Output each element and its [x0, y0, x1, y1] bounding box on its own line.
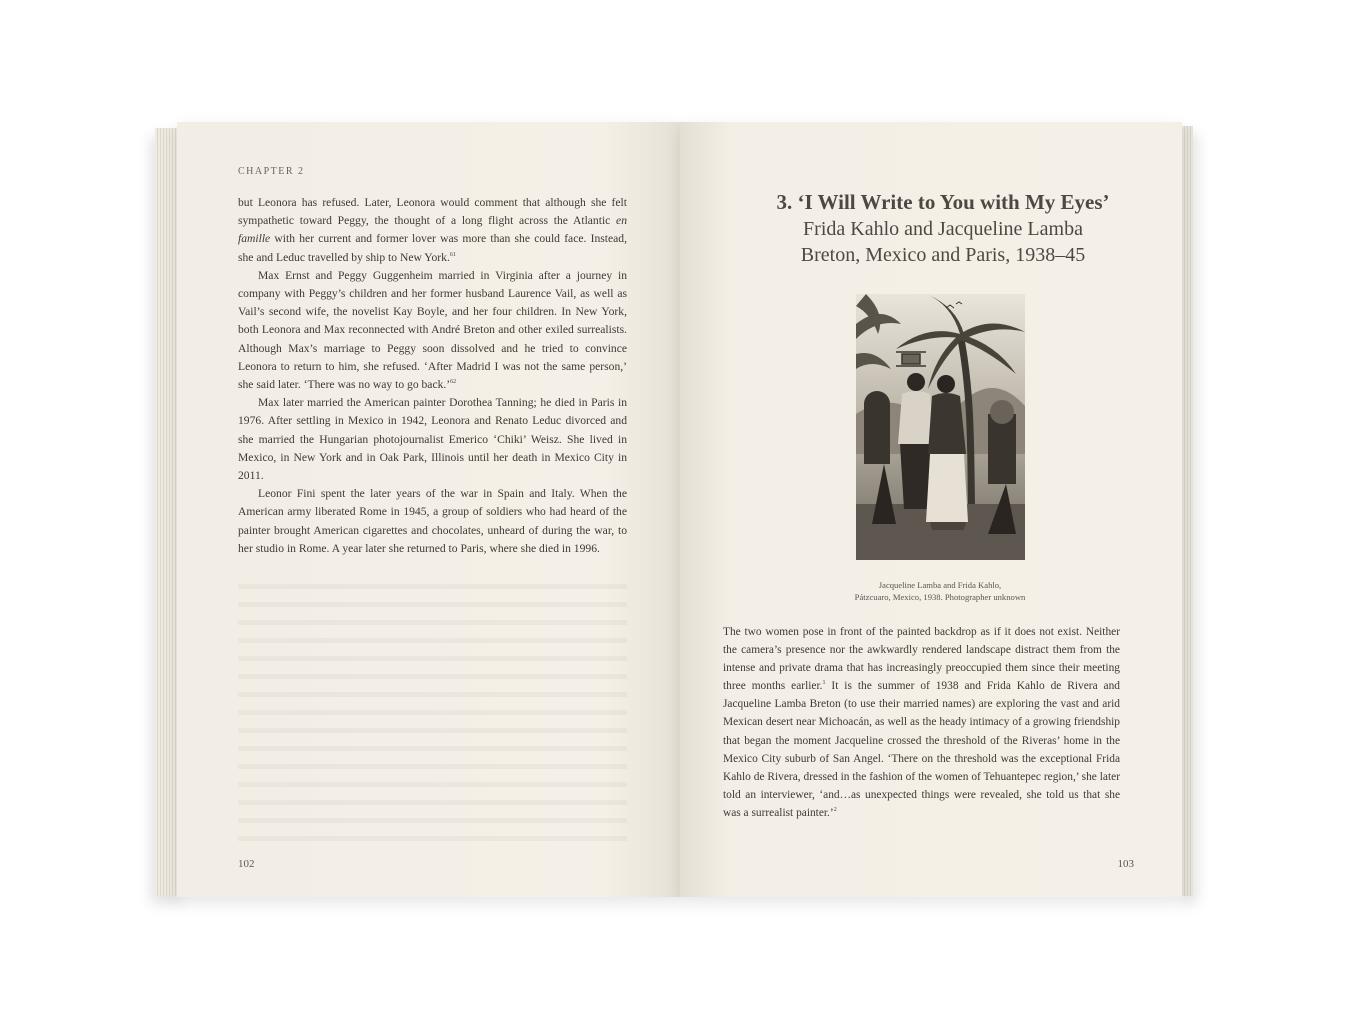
paragraph-text: with her current and former lover was more than she could face. Instead, she and Leduc travelled by ship to New York. [238, 232, 627, 264]
footnote-ref: 2 [833, 807, 837, 814]
chapter-title: 3. ‘I Will Write to You with My Eyes’ [776, 190, 1110, 214]
running-head: CHAPTER 2 [238, 166, 305, 177]
caption-line-1: Jacqueline Lamba and Frida Kahlo, [878, 580, 1002, 590]
paragraph-text: but Leonora has refused. Later, Leonora would comment that although she felt sympathetic toward Peggy, the thought of a long flight across the Atlantic [238, 196, 627, 228]
paragraph [238, 194, 627, 267]
paragraph [723, 623, 1120, 822]
chapter-subtitle-line-2: Breton, Mexico and Paris, 1938–45 [800, 244, 1086, 266]
open-book [155, 122, 1193, 900]
paragraph: Leonor Fini spent the later years of the war in Spain and Italy. When the American army liberated Rome in 1945, a group of soldiers who had heard of the painter brought American cigarettes and chocolates, unheard of during the war, to her studio in Rome. A year later she returned to Paris, where she died in 1996. [238, 487, 627, 555]
right-body-text [723, 623, 1120, 822]
chapter-subtitle-line-1: Frida Kahlo and Jacqueline Lamba [803, 218, 1083, 240]
left-page [177, 122, 680, 897]
italic-phrase: en famille [238, 214, 627, 246]
paragraph-text: Max Ernst and Peggy Guggenheim married in Virginia after a journey in company with Peggy’s children and her former husband Laurence Vail, as well as Vail’s second wife, the novelist Kay Boyle, and her four children. In New York, both Leonora and Max reconnected with André Breton and other exiled surrealists. Although Max’s marriage to Peggy soon dissolved and he tried to convince Leonora to return to him, she refused. ‘After Madrid I was not the same person,’ she said later. ‘There was no way to go back.’ [238, 268, 627, 392]
paragraph-text: The two women pose in front of the painted backdrop as if it does not exist. Neither the camera’s presence nor the awkwardly rendered landscape distract them from the intense and private drama that has increasingly preoccupied them since their meeting three months earlier. [723, 626, 1120, 693]
footnote-ref: 62 [450, 379, 457, 386]
paragraph: Max later married the American painter Dorothea Tanning; he died in Paris in 1976. After settling in Mexico in 1942, Leonora and Renato Leduc divorced and she married the Hungarian photojournalist Emerico ‘Chiki’ Weisz. She lived in Mexico, in New York and in Oak Park, Illinois until her death in Mexico City in 2011. [238, 396, 627, 483]
chapter-heading [720, 188, 1166, 268]
photo-caption [780, 579, 1100, 603]
left-body-text [238, 194, 627, 558]
page-number: 102 [238, 858, 255, 870]
footnote-ref: 61 [449, 251, 456, 258]
footnote-ref: 1 [822, 680, 826, 687]
page-number: 103 [1117, 858, 1134, 870]
right-page [680, 122, 1182, 897]
caption-line-2: Pátzcuaro, Mexico, 1938. Photographer unknown [854, 592, 1026, 602]
historical-photograph [856, 294, 1025, 560]
paragraph-text: It is the summer of 1938 and Frida Kahlo de Rivera and Jacqueline Lamba Breton (to use their married names) are exploring the vast and arid Mexican desert near Michoacán, as well as the heady intimacy of a growing friendship that began the moment Jacqueline crossed the threshold of the Riveras’ home in the Mexico City suburb of San Angel. ‘There on the threshold was the exceptional Frida Kahlo de Rivera, dressed in the fashion of the women of Tehuantepec region,’ she later told an interviewer, ‘and…as unexpected things were revealed, she told us that she was a surrealist painter.’ [723, 680, 1120, 819]
show-through-text [238, 584, 627, 844]
paragraph [238, 267, 627, 394]
